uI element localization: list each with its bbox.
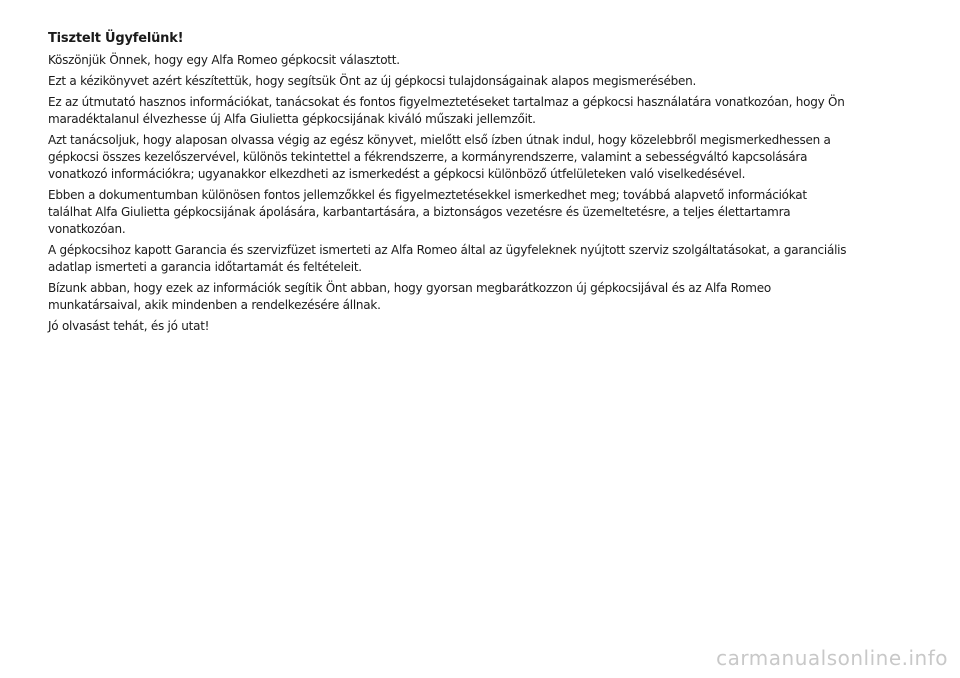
paragraph-purpose: Ezt a kézikönyvet azért készítettük, hogy segítsük Önt az új gépkocsi tulajdonságainak alapos megismerésében. [48, 74, 697, 88]
site-watermark: carmanualsonline.info [716, 646, 948, 670]
paragraph-closing: Jó olvasást tehát, és jó utat! [48, 319, 210, 333]
paragraph-thanks: Köszönjük Önnek, hogy egy Alfa Romeo gépkocsit választott. [48, 53, 400, 67]
paragraph-advice: Azt tanácsoljuk, hogy alaposan olvassa végig az egész könyvet, mielőtt első ízben útnak indul, hogy közelebbről megismerkedhessen a gépkocsi összes kezelőszervével, különös tekintettel a fékrendszerre, a kormányrendszerre, valamint a sebességváltó kapcsolására vonatkozó információkra; ugyanakkor elkezdheti az ismerkedést a gépkocsi különböző útfelületeken való viselkedésével. [48, 133, 831, 181]
document-page [48, 30, 848, 339]
paragraph-guide-contents: Ez az útmutató hasznos információkat, tanácsokat és fontos figyelmeztetéseket tartalmaz a gépkocsi használatára vonatkozóan, hogy Ön maradéktalanul élvezhesse új Alfa Giulietta gépkocsijának kiváló műszaki jellemzőit. [48, 95, 845, 126]
paragraph-document-features: Ebben a dokumentumban különösen fontos jellemzőkkel és figyelmeztetésekkel ismerkedhet meg; továbbá alapvető információkat találhat Alfa Giulietta gépkocsijának ápolására, karbantartására, a biztonságos vezetésre és üzemeltetésre, a teljes élettartamra vonatkozóan. [48, 188, 807, 236]
paragraph-trust: Bízunk abban, hogy ezek az információk segítik Önt abban, hogy gyorsan megbarátkozzon új gépkocsijával és az Alfa Romeo munkatársaival, akik mindenben a rendelkezésére állnak. [48, 281, 771, 312]
greeting-heading: Tisztelt Ügyfelünk! [48, 31, 184, 46]
paragraph-warranty: A gépkocsihoz kapott Garancia és szervizfüzet ismerteti az Alfa Romeo által az ügyfeleknek nyújtott szerviz szolgáltatásokat, a garanciális adatlap ismerteti a garancia időtartamát és feltételeit. [48, 243, 847, 274]
